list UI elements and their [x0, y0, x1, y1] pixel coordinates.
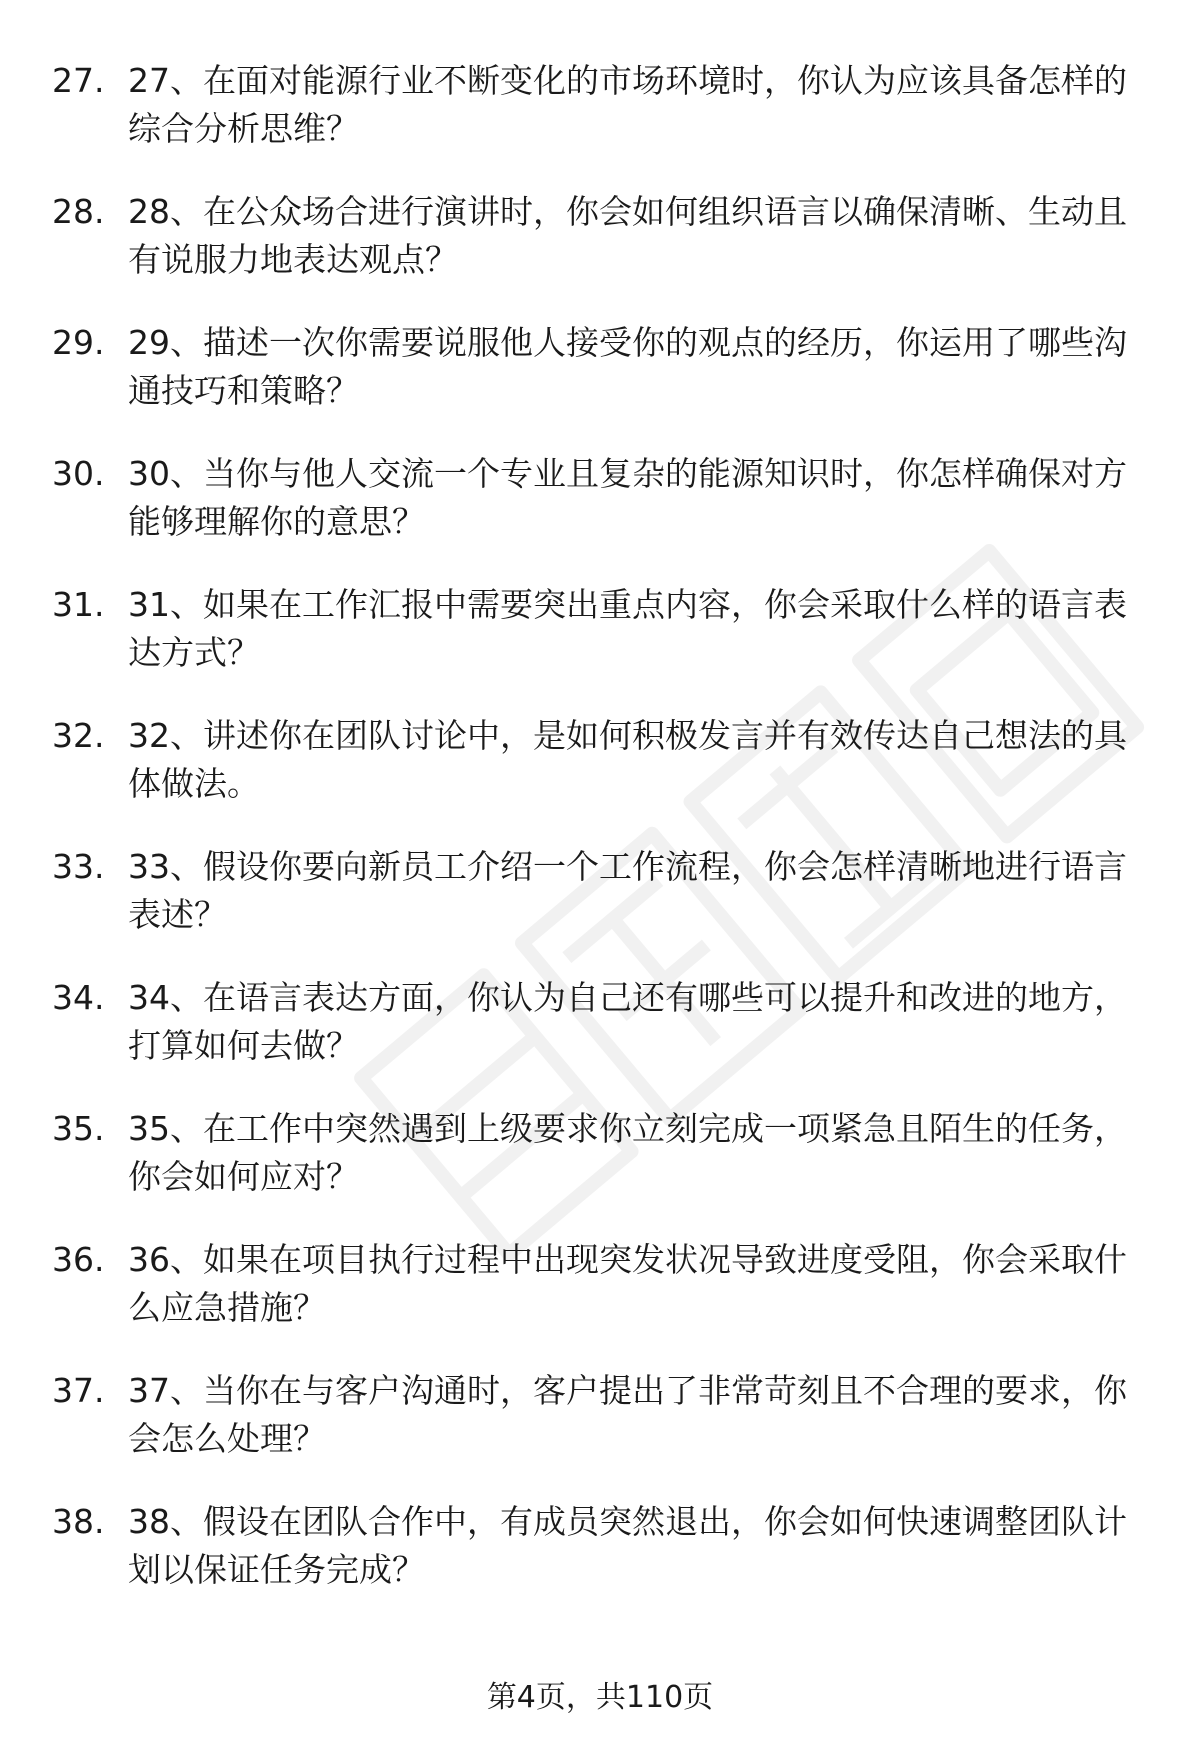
question-number: 32.: [52, 716, 105, 755]
question-text: 32、讲述你在团队讨论中，是如何积极发言并有效传达自己想法的具体做法。: [128, 716, 1127, 803]
question-number: 30.: [52, 454, 105, 493]
question-text: 34、在语言表达方面，你认为自己还有哪些可以提升和改进的地方，打算如何去做？: [128, 978, 1127, 1065]
question-number: 27.: [52, 61, 105, 100]
page-footer: 第4页，共110页: [486, 1680, 714, 1715]
question-item-31: [0, 581, 1200, 712]
question-item-36: [0, 1236, 1200, 1367]
question-number: 28.: [52, 192, 105, 231]
question-item-32: [0, 712, 1200, 843]
question-item-35: [0, 1105, 1200, 1236]
question-text: 29、描述一次你需要说服他人接受你的观点的经历，你运用了哪些沟通技巧和策略？: [128, 323, 1127, 410]
question-list: [0, 57, 1200, 1629]
question-item-28: [0, 188, 1200, 319]
question-number: 33.: [52, 847, 105, 886]
question-text: 38、假设在团队合作中，有成员突然退出，你会如何快速调整团队计划以保证任务完成？: [128, 1502, 1127, 1589]
question-text: 27、在面对能源行业不断变化的市场环境时，你认为应该具备怎样的综合分析思维？: [128, 61, 1127, 148]
question-text: 33、假设你要向新员工介绍一个工作流程，你会怎样清晰地进行语言表述？: [128, 847, 1127, 934]
question-number: 29.: [52, 323, 105, 362]
question-item-34: [0, 974, 1200, 1105]
question-number: 37.: [52, 1371, 105, 1410]
question-item-38: [0, 1498, 1200, 1629]
question-number: 34.: [52, 978, 105, 1017]
question-item-29: [0, 319, 1200, 450]
question-text: 36、如果在项目执行过程中出现突发状况导致进度受阻，你会采取什么应急措施？: [128, 1240, 1127, 1327]
question-item-30: [0, 450, 1200, 581]
question-item-33: [0, 843, 1200, 974]
question-text: 37、当你在与客户沟通时，客户提出了非常苛刻且不合理的要求，你会怎么处理？: [128, 1371, 1127, 1458]
question-item-37: [0, 1367, 1200, 1498]
question-item-27: [0, 57, 1200, 188]
question-text: 28、在公众场合进行演讲时，你会如何组织语言以确保清晰、生动且有说服力地表达观点？: [128, 192, 1127, 279]
question-number: 31.: [52, 585, 105, 624]
question-text: 30、当你与他人交流一个专业且复杂的能源知识时，你怎样确保对方能够理解你的意思？: [128, 454, 1127, 541]
question-text: 31、如果在工作汇报中需要突出重点内容，你会采取什么样的语言表达方式？: [128, 585, 1127, 672]
question-number: 38.: [52, 1502, 105, 1541]
question-number: 35.: [52, 1109, 105, 1148]
question-number: 36.: [52, 1240, 105, 1279]
question-text: 35、在工作中突然遇到上级要求你立刻完成一项紧急且陌生的任务，你会如何应对？: [128, 1109, 1127, 1196]
